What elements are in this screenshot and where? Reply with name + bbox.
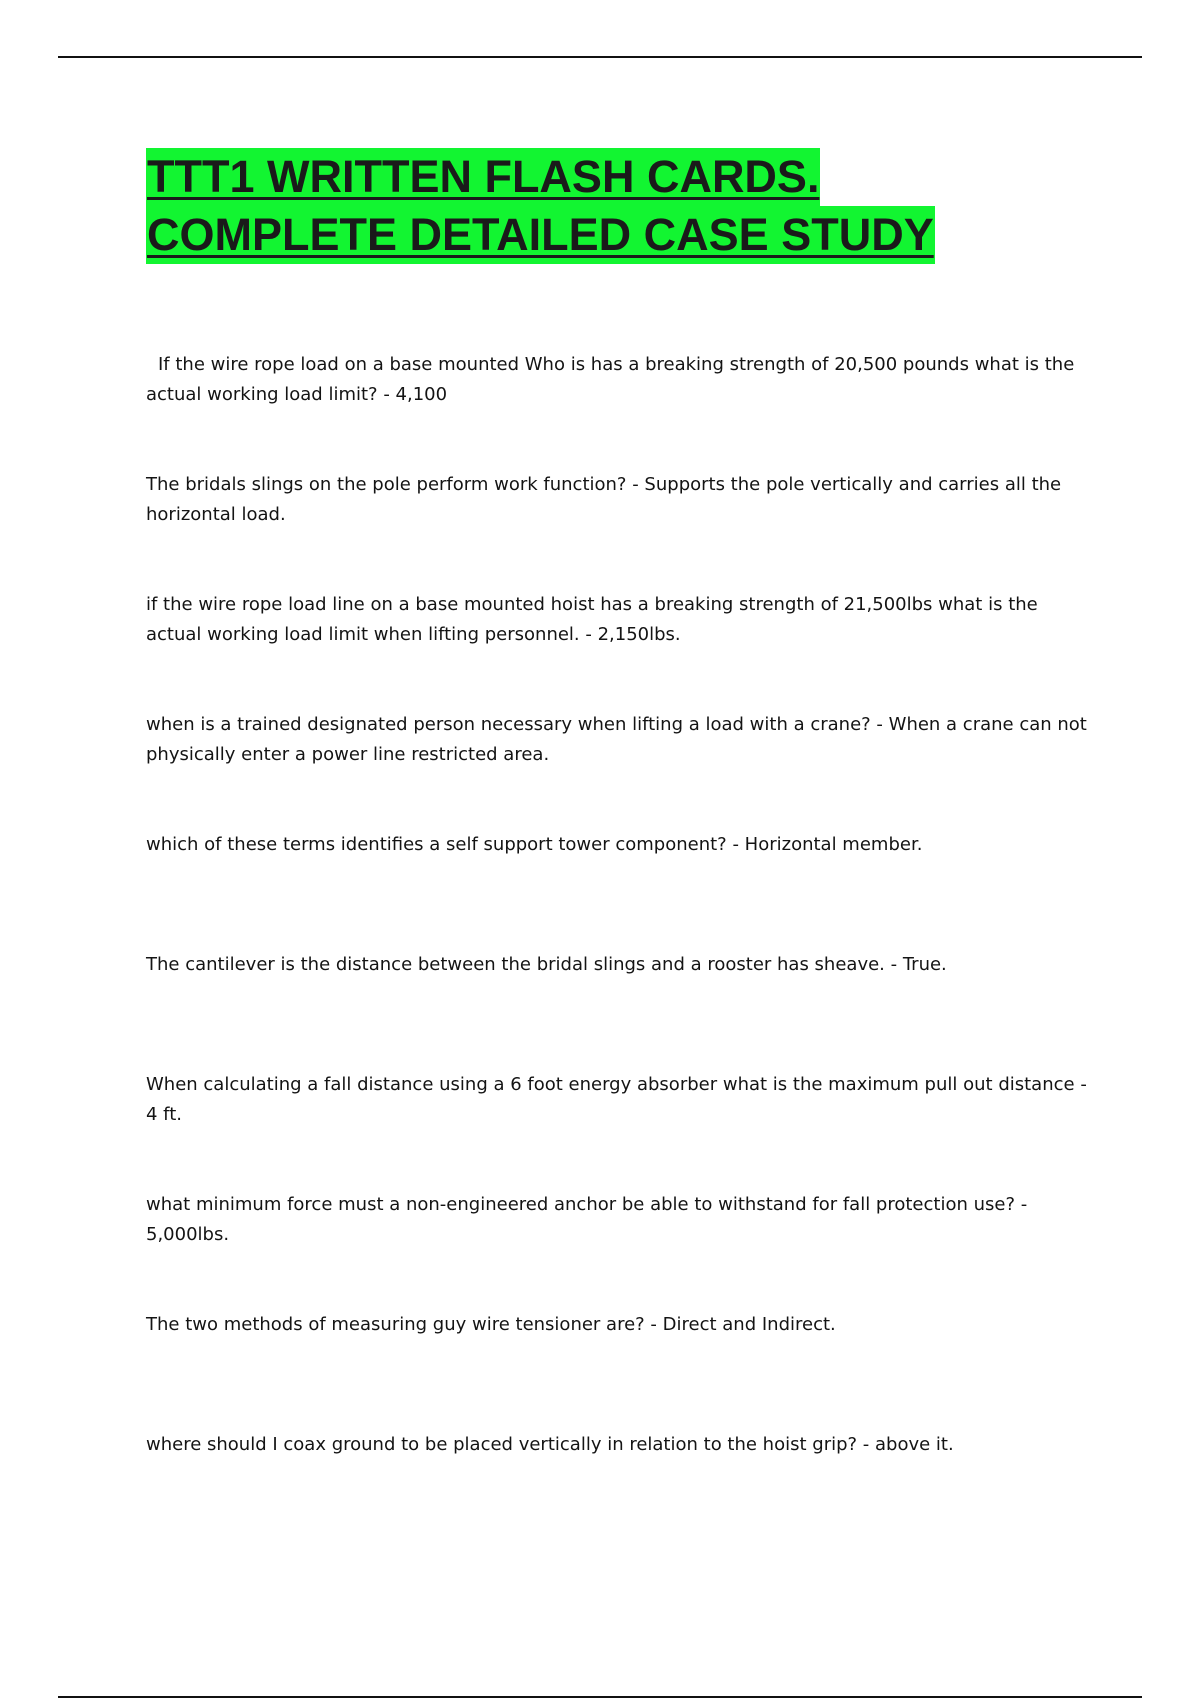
title-line-1: TTT1 WRITTEN FLASH CARDS.: [146, 148, 820, 206]
flash-card-item: where should I coax ground to be placed vertically in relation to the hoist grip? - above it.: [146, 1434, 954, 1455]
flash-card-item: what minimum force must a non-engineered anchor be able to withstand for fall protection use? - 5,000lbs.: [146, 1194, 1028, 1245]
flash-card-item: The cantilever is the distance between the bridal slings and a rooster has sheave. - True.: [146, 954, 947, 975]
bottom-divider: [58, 1696, 1142, 1698]
top-divider: [58, 56, 1142, 58]
flash-card-item: When calculating a fall distance using a 6 foot energy absorber what is the maximum pull out distance - 4 ft.: [146, 1074, 1087, 1125]
flash-card-item: If the wire rope load on a base mounted Who is has a breaking strength of 20,500 pounds what is the actual working load limit? - 4,100: [146, 354, 1075, 405]
flash-card-item: when is a trained designated person necessary when lifting a load with a crane? - When a crane can not physically enter a power line restricted area.: [146, 714, 1087, 765]
title-line-2: COMPLETE DETAILED CASE STUDY: [146, 206, 935, 264]
flash-card-list: [146, 350, 1096, 1550]
flash-card-item: The bridals slings on the pole perform work function? - Supports the pole vertically and carries all the horizontal load.: [146, 474, 1062, 525]
flash-card-item: which of these terms identifies a self support tower component? - Horizontal member.: [146, 834, 923, 855]
flash-card-item: if the wire rope load line on a base mounted hoist has a breaking strength of 21,500lbs what is the actual working load limit when lifting personnel. - 2,150lbs.: [146, 594, 1038, 645]
document-title: [146, 148, 1106, 264]
flash-card-item: The two methods of measuring guy wire tensioner are? - Direct and Indirect.: [146, 1314, 836, 1335]
